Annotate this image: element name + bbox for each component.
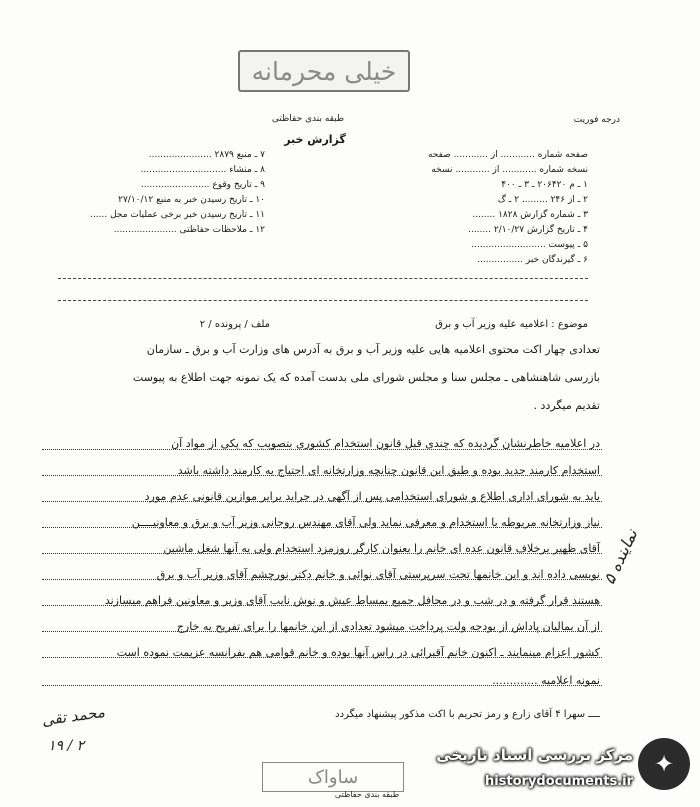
handwritten-signature: محمد تقی [40, 702, 106, 730]
field-event-date: ۹ ـ تاریخ وقوع ........................ [140, 180, 265, 190]
field-source-date: ۱۰ ـ تاریخ رسیدن خبر به منبع ۲۷/۱۰/۱۲ [118, 195, 265, 205]
field-1: ۱ ـ م ۲۰۶۴۲۰ ـ ۳ ـ ۴۰۰ [501, 180, 588, 190]
body-line: بازرسی شاهنشاهی ـ مجلس سنا و مجلس شورای ملی بدست آمده که یک نمونه جهت اطلاع به پیوست [132, 371, 600, 384]
field-report-number: ۳ ـ شماره گزارش ۱۸۲۸ ........ [472, 210, 588, 220]
body-line: تقدیم میگردد . [533, 399, 600, 412]
field-page-number: صفحه شماره ............ از ............ صفحه [427, 150, 588, 160]
body-line: ــــ سهرا ۴ آقای زارع و رمز تحریم با اکت مذکور پیشنهاد میگردد [335, 709, 600, 720]
divider [58, 278, 588, 279]
field-2: ۲ ـ از ۲۴۶ ......... ۲ ـ گ [497, 195, 588, 205]
field-remarks: ۱۲ ـ ملاحظات حفاظتی ...................... [113, 225, 265, 235]
watermark-title: مرکز بررسی اسناد تاریخی [436, 746, 633, 764]
urgency-label: درجه فوریت [573, 115, 620, 125]
archive-logo-icon: ✦ [638, 738, 690, 790]
body-line: نمونه اعلامیه ............. [492, 674, 600, 687]
body-line: هستند قرار گرفته و در شب و در محافل جمیع بمساط عیش و نوش نایب آقای وزیر و معاونین فراهم میسازند [104, 594, 600, 607]
body-line: تعدادی چهار اکت محتوی اعلامیه هایی علیه وزیر آب و برق به آدرس های وزارت آب و برق ـ سازمان [146, 343, 600, 356]
footer-stamp: ساواک [262, 762, 404, 792]
watermark-url[interactable]: historydocuments.ir [484, 774, 633, 789]
field-source: ۷ ـ منبع ۲۸۷۹ ...................... [148, 150, 265, 160]
underline [42, 685, 602, 686]
underline [42, 527, 602, 528]
underline [42, 657, 602, 658]
underline [42, 605, 602, 606]
field-attachment: ۵ ـ پیوست .......................... [471, 240, 588, 250]
field-recipients: ۶ ـ گیرندگان خبر ................ [477, 255, 588, 265]
body-line: استخدام کارمند جدید بوده و طبق این قانون چنانچه وزارتخانه ای احتیاج به کارمند داشته باشد [177, 464, 600, 477]
underline [42, 579, 602, 580]
footer-caption: طبقه بندی حفاظتی [334, 790, 400, 799]
underline [42, 475, 602, 476]
body-text [40, 343, 600, 728]
body-line: کشور اعزام مینمایند ـ اکنون خانم آقیرائی در راس آنها بوده و خانم قوامی هم بفرانسه عزیمت نموده است [116, 646, 600, 659]
body-line: در اعلامیه خاطرنشان گردیده که چندی قبل قانون استخدام کشوری بتصویب که یکی از مواد آن [171, 437, 600, 450]
watermark [415, 734, 695, 804]
handwritten-note: نماینده ۵ [599, 526, 642, 588]
field-copy-number: نسخه شماره ............ از ............ نسخه [431, 165, 588, 175]
field-origin: ۸ ـ منشاء .............................. [140, 165, 265, 175]
handwritten-date: ۱۹ / ۲ [48, 738, 85, 754]
body-line: از آن بمالیان پاداش از بودجه ولت پرداخت میشود تعدادی از این خانمها را برای تفریح به خارج [176, 620, 600, 633]
subject-line: موضوع : اعلامیه علیه وزیر آب و برق [435, 319, 588, 330]
body-line: باید به شورای اداری اطلاع و شورای استخدامی پس از آگهی در جراید برابر موازین قانونی عدم مورد [144, 490, 600, 503]
body-line: نیاز وزارتخانه مربوطه با استخدام و معرفی نماید ولی آقای مهندس روحانی وزیر آب و برق و معاونیــــن [131, 516, 600, 529]
classification-subtitle: طبقه بندی حفاظتی [271, 114, 345, 124]
field-arrival-date: ۱۱ ـ تاریخ رسیدن خبر برخی عملیات محل ...... [90, 210, 265, 220]
divider [58, 300, 588, 301]
underline [42, 553, 602, 554]
body-line: آقای ظهیر برخلاف قانون عده ای خانم را بعنوان کارگر روزمزد استخدام ولی به آنها شغل ماشین [163, 542, 600, 555]
fields-right [378, 150, 588, 270]
underline [42, 449, 602, 450]
fields-left [60, 150, 265, 240]
subject-ref: ملف / پرونده / ۲ [199, 319, 270, 330]
field-report-date: ۴ ـ تاریخ گزارش ۲/۱۰/۲۷ ........ [468, 225, 588, 235]
underline [42, 501, 602, 502]
underline [42, 631, 602, 632]
report-title: گزارش خبر [284, 133, 346, 146]
secret-stamp: خیلی محرمانه [238, 50, 410, 92]
body-line: نویسی داده اند و این خانمها تحت سرپرستی آقای نوائی و خانم دکتر نورچشم آقای وزیر آب و برق [156, 568, 600, 581]
